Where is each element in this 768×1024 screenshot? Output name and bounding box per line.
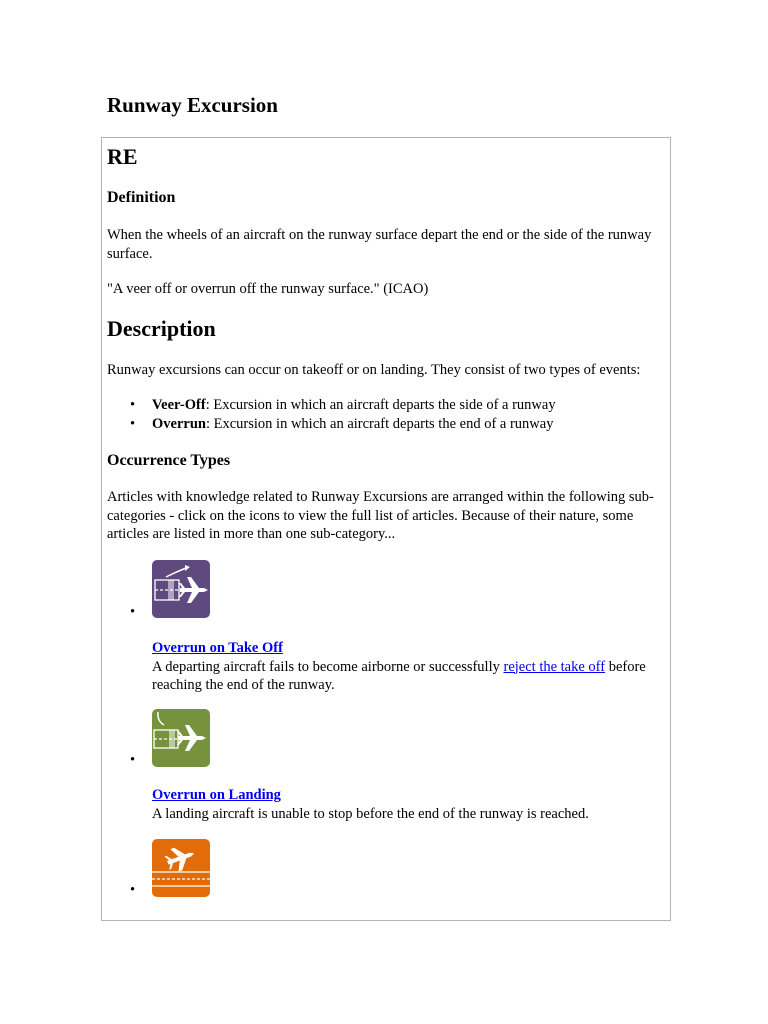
overrun-on-landing-link[interactable]: Overrun on Landing: [152, 787, 281, 803]
occurrence-intro: Articles with knowledge related to Runway Excursions are arranged within the following sub-categories - click on the icons to view the full list of articles. Because of their nature, some articles are listed in more than one sub-category...: [107, 489, 654, 542]
list-item: [130, 415, 660, 434]
veer-off-graphic: [152, 839, 210, 897]
list-item: [130, 396, 660, 415]
icao-definition: "A veer off or overrun off the runway surface." (ICAO): [107, 281, 429, 297]
definition-heading: Definition: [107, 189, 176, 206]
definition-text: When the wheels of an aircraft on the runway surface depart the end or the side of the runway surface.: [107, 227, 652, 262]
occurrence-text: [152, 639, 672, 695]
occurrence-item-takeoff-overrun: [130, 560, 670, 692]
occurrence-types-heading: Occurrence Types: [107, 452, 231, 469]
bullet-icon: •: [130, 752, 136, 768]
occurrence-item-veer-off: [130, 839, 670, 919]
bullet-icon: •: [130, 415, 136, 432]
event-term: Veer-Off: [152, 397, 206, 413]
takeoff-overrun-graphic: [152, 560, 210, 618]
description-heading: Description: [107, 316, 216, 341]
veer-off-icon[interactable]: [152, 839, 210, 897]
occurrence-text: [152, 786, 672, 823]
landing-overrun-graphic: [152, 709, 210, 767]
content-box: [101, 137, 671, 921]
bullet-icon: •: [130, 397, 136, 413]
event-description: : Excursion in which an aircraft departs the side of a runway: [205, 397, 556, 413]
landing-overrun-icon[interactable]: [152, 709, 210, 767]
reject-take-off-link[interactable]: reject the take off: [503, 658, 606, 675]
occurrence-description: A landing aircraft is unable to stop before the end of the runway is reached.: [152, 805, 589, 822]
occurrence-item-landing-overrun: [130, 709, 670, 829]
overrun-take-off-link[interactable]: Overrun on Take Off: [152, 640, 283, 656]
occurrence-description-end: before reaching the end of the runway.: [152, 658, 646, 693]
section-code: RE: [107, 144, 138, 169]
description-text: Runway excursions can occur on takeoff or on landing. They consist of two types of events:: [107, 362, 641, 378]
bullet-icon: •: [130, 882, 136, 898]
page-title: Runway Excursion: [107, 93, 278, 117]
event-term: Overrun: [152, 415, 206, 432]
event-description: : Excursion in which an aircraft departs the end of a runway: [205, 415, 554, 432]
takeoff-overrun-icon[interactable]: [152, 560, 210, 618]
event-type-list: [130, 396, 660, 433]
bullet-icon: •: [130, 604, 136, 620]
occurrence-description: A departing aircraft fails to become airborne or successfully: [152, 658, 504, 675]
